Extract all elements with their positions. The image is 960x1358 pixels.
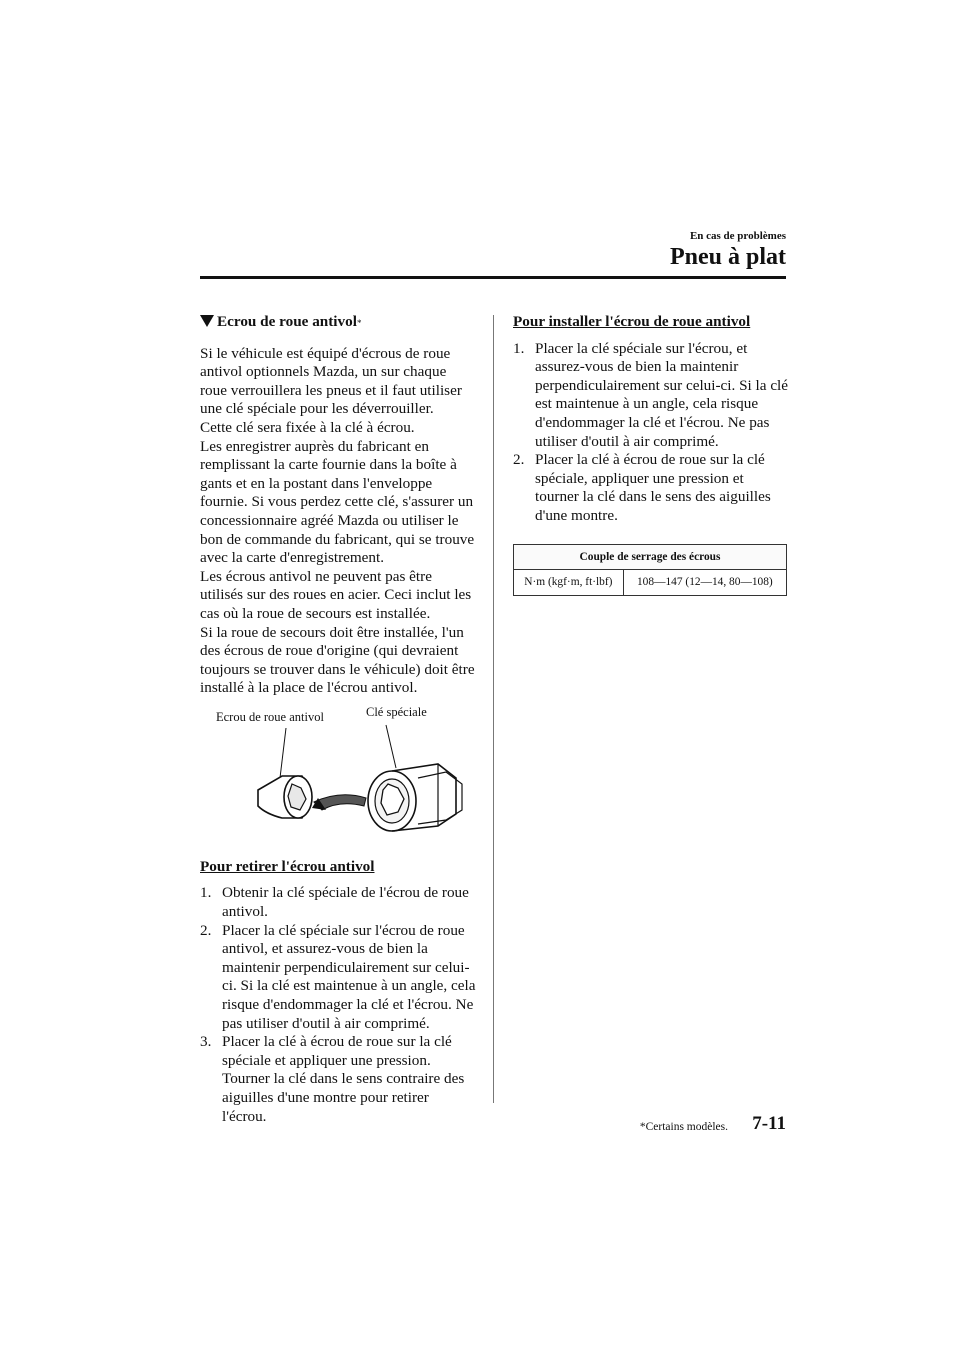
step-text: Placer la clé spéciale sur l'écrou de roue antivol, et assurez-vous de bien la maintenir perpendiculairement sur celui-ci. Si la clé est maintenue à un angle, cela risque d'endommager la clé et l'écrou. Ne pas utiliser d'outil à air comprimé. [222, 921, 476, 1032]
list-item [513, 451, 789, 525]
lock-nut-illustration [200, 706, 476, 846]
table-unit-cell: N·m (kgf·m, ft·lbf) [514, 570, 624, 596]
step-text: Obtenir la clé spéciale de l'écrou de roue antivol. [222, 884, 469, 921]
remove-title: Pour retirer l'écrou antivol [200, 857, 375, 875]
step-number: 2. [513, 451, 525, 469]
torque-table [513, 544, 787, 596]
table-title: Couple de serrage des écrous [514, 544, 787, 570]
header-rule [200, 276, 786, 279]
nut-and-key-drawing [200, 706, 476, 846]
install-title: Pour installer l'écrou de roue antivol [513, 313, 751, 330]
label-lock-nut: Ecrou de roue antivol [216, 709, 324, 724]
list-item [200, 884, 476, 921]
step-text: Placer la clé à écrou de roue sur la clé spéciale, appliquer une pression et tourner la clé dans le sens des aiguilles d'une montre. [535, 451, 771, 524]
step-number: 3. [200, 1033, 212, 1051]
intro-paragraph-4: Les écrous antivol ne peuvent pas être utilisés sur des roues en acier. Ceci inclut les cas où la roue de secours est installée. [200, 567, 472, 622]
install-steps [513, 340, 789, 526]
intro-paragraph-1: Si le véhicule est équipé d'écrous de roue antivol optionnels Mazda, un sur chaque roue verrouillera les pneus et il faut utiliser une clé spéciale pour les déverrouiller. [200, 344, 462, 418]
heading-text: Ecrou de roue antivol [217, 313, 357, 330]
table-header-row [514, 544, 787, 570]
footnote: *Certains modèles. [639, 1121, 728, 1133]
page-number: 7-11 [752, 1113, 786, 1134]
table-value-cell: 108—147 (12—14, 80—108) [623, 570, 786, 596]
list-item [200, 1033, 476, 1126]
intro-paragraph-2: Cette clé sera fixée à la clé à écrou. [200, 418, 415, 436]
step-number: 1. [200, 884, 212, 902]
step-text: Placer la clé spéciale sur l'écrou, et assurez-vous de bien la maintenir perpendiculairement sur celui-ci. Si la clé est maintenue à un angle, cela risque d'endommager la clé et l'écrou. Ne pas utiliser d'outil à air comprimé. [535, 339, 789, 450]
right-column [513, 313, 789, 596]
left-column [200, 313, 476, 1126]
intro-paragraph-3: Les enregistrer auprès du fabricant en remplissant la carte fournie dans la boîte à gants et en la postant dans l'enveloppe fournie. Si vous perdez cette clé, s'assurer un concessionnaire agréé Mazda ou utiliser le bon de commande du fabricant, qui se trouve avec la carte d'enregistrement. [200, 437, 475, 567]
label-special-key: Clé spéciale [366, 704, 427, 719]
intro-paragraph-5: Si la roue de secours doit être installée, l'un des écrous de roue d'origine (qui devraient toujours se trouver dans le véhicule) doit être installé à la place de l'écrou antivol. [200, 623, 475, 697]
section-label: En cas de problèmes [689, 230, 786, 242]
asterisk-mark: * [356, 318, 362, 328]
step-number: 1. [513, 339, 525, 357]
triangle-bullet-icon [200, 315, 214, 327]
section-heading [200, 313, 476, 333]
list-item [200, 922, 476, 1034]
step-text: Placer la clé à écrou de roue sur la clé spéciale et appliquer une pression. Tourner la clé dans le sens contraire des aiguilles d'une montre pour retirer l'écrou. [222, 1033, 465, 1125]
table-row [514, 570, 787, 596]
remove-steps [200, 884, 476, 1126]
column-divider [493, 315, 494, 1103]
list-item [513, 340, 789, 452]
section-title: Pneu à plat [669, 244, 786, 270]
step-number: 2. [200, 921, 212, 939]
